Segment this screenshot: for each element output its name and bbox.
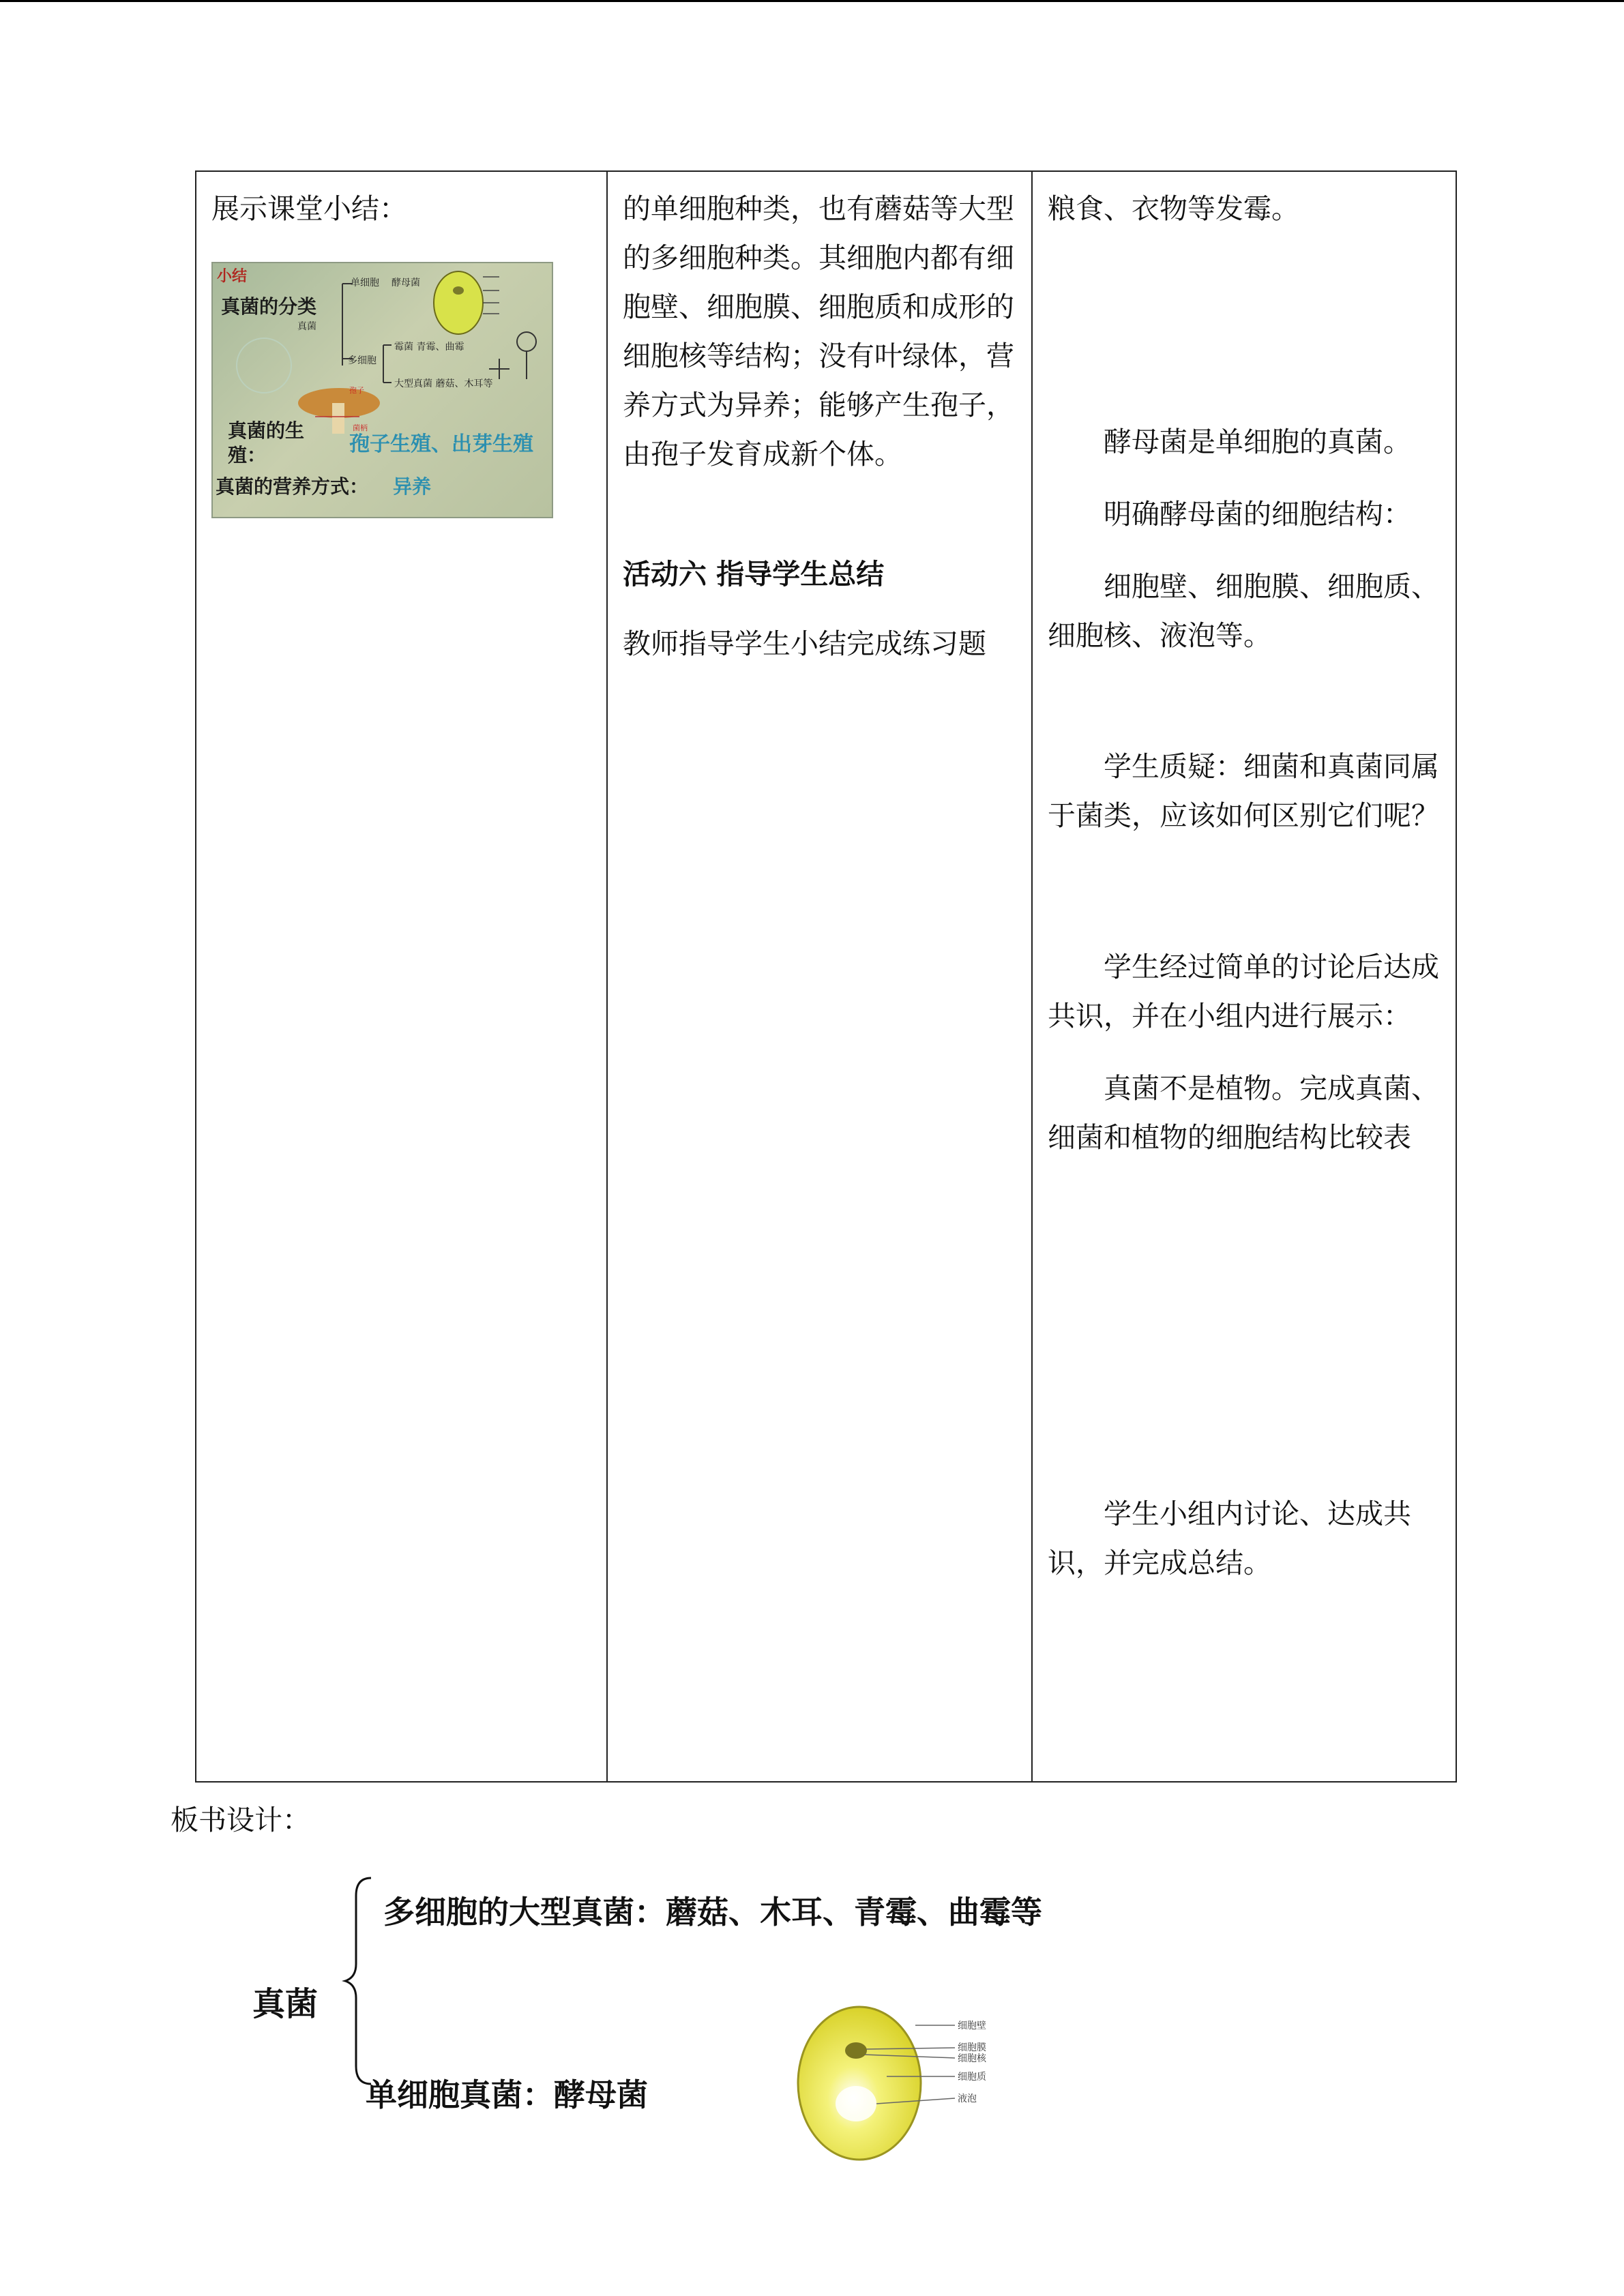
slide-reproduction-value: 孢子生殖、出芽生殖 [349,432,533,456]
student-p6: 学生经过简单的讨论后达成共识，并在小组内进行展示： [1048,951,1439,1032]
board-root-fungi: 真菌 [252,1985,319,2023]
slide-title: 小结 [217,268,248,285]
board-design-label: 板书设计： [171,1804,310,1836]
student-p7: 真菌不是植物。完成真菌、细菌和植物的细胞结构比较表 [1048,1072,1439,1154]
student-activity-cell [1032,171,1456,1782]
student-p5: 学生质疑：细菌和真菌同属于菌类，应该如何区别它们呢？ [1048,750,1439,832]
svg-text:菌柄: 菌柄 [353,423,368,432]
vacuole-shape [836,2086,876,2121]
brace-icon [341,1875,382,2087]
student-p2: 酵母菌是单细胞的真菌。 [1104,426,1411,458]
board-unicellular: 单细胞真菌：酵母菌 [366,2076,648,2113]
activity-six-title: 活动六 指导学生总结 [623,558,885,591]
summary-intro: 展示课堂小结： [211,192,407,225]
student-p3: 明确酵母菌的细胞结构： [1104,498,1411,531]
cell-label: 细胞膜 [958,2042,986,2053]
slide-yeast: 酵母菌 [392,278,420,288]
student-p4: 细胞壁、细胞膜、细胞质、细胞核、液泡等。 [1048,570,1439,652]
cell-wall-shape [798,2007,921,2160]
slide-fungus: 真菌 [297,321,316,332]
cell-label: 细胞核 [958,2053,986,2064]
cell-label: 液泡 [958,2093,977,2104]
student-p8: 学生小组内讨论、达成共识，并完成总结。 [1048,1497,1411,1579]
page-top-border [0,0,1624,2]
slide-molds: 霉菌 青霉、曲霉 [394,342,464,353]
slide-nutrition-value: 异养 [393,475,432,498]
teacher-activity-cell [607,171,1032,1782]
slide-classify-label: 真菌的分类 [221,295,317,318]
activity-six-text: 教师指导学生小结完成练习题 [623,627,986,660]
slide-unicellular: 单细胞 [351,278,379,288]
fungi-description: 的单细胞种类，也有蘑菇等大型的多细胞种类。其细胞内都有细胞壁、细胞膜、细胞质和成形的细胞核等结构；没有叶绿体，营养方式为异养；能够产生孢子，由孢子发育成新个体。 [623,192,1014,471]
svg-text:孢子: 孢子 [349,386,364,395]
cell-label: 细胞质 [958,2072,986,2083]
slide-nutrition-label: 真菌的营养方式： [216,475,369,498]
lesson-table [195,170,1457,1783]
summary-slide-image [211,262,553,518]
teacher-display-cell [196,171,607,1782]
slide-reproduction-label: 真菌的生殖： [228,419,305,466]
board-multicellular: 多细胞的大型真菌：蘑菇、木耳、青霉、曲霉等 [383,1894,1042,1930]
cell-label: 细胞壁 [958,2021,986,2031]
slide-large-fungi: 大型真菌 蘑菇、木耳等 [394,378,493,389]
student-p1: 粮食、衣物等发霉。 [1048,192,1299,225]
slide-multicellular: 多细胞 [348,355,377,366]
yeast-cell-diagram [791,2001,1023,2165]
cell-nucleus-shape [845,2042,867,2059]
